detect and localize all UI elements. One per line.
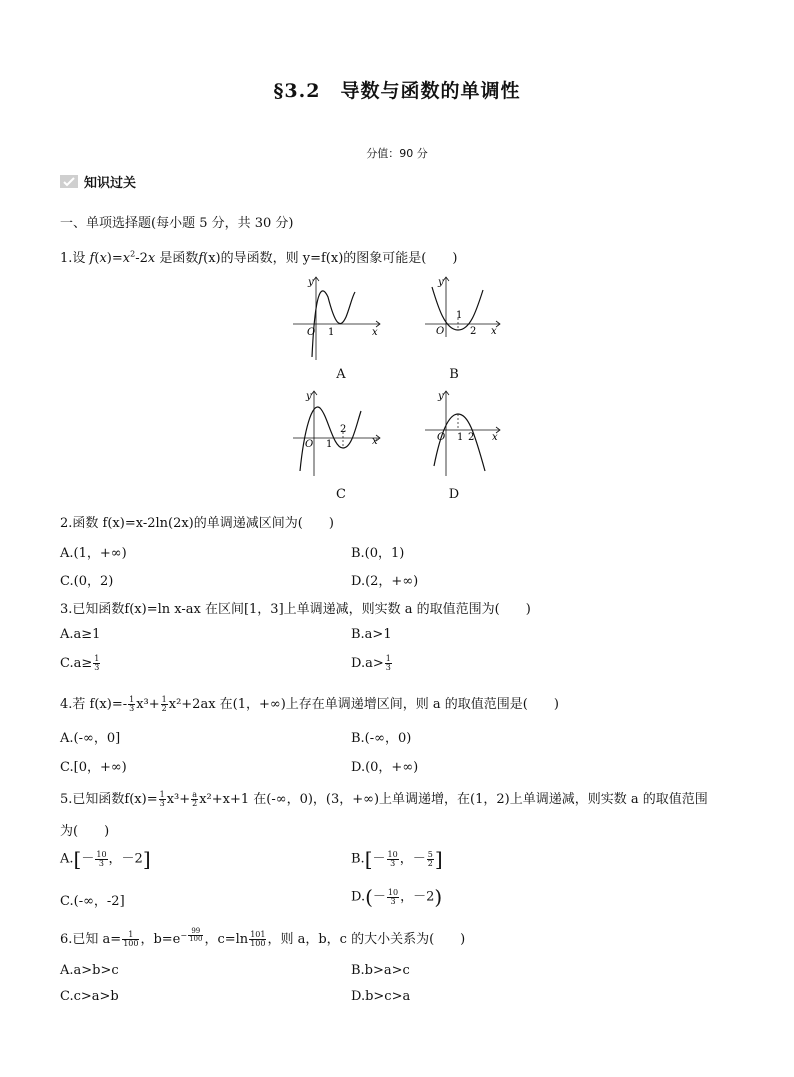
q5-option-d: D.(－ $\frac{10}{3}$ ，－2)	[351, 885, 443, 909]
question-1: 1.设 $f(x)=x^2-2x$ 是函数f(x)的导函数，则 y=f(x)的图象可能是( )	[60, 249, 458, 266]
score-text: 分值：90 分	[366, 147, 428, 160]
q6-option-d: D.b>c>a	[351, 989, 411, 1004]
q4-option-b: B.(-∞，0)	[351, 731, 412, 746]
svg-text:1: 1	[457, 432, 464, 443]
svg-text:y: y	[438, 391, 444, 402]
part-heading: 一、单项选择题(每小题 5 分，共 30 分)	[60, 216, 294, 231]
svg-text:O: O	[436, 326, 445, 337]
svg-text:O: O	[305, 439, 314, 450]
graph-c	[288, 386, 388, 481]
section-header	[60, 172, 136, 191]
q4-option-a: A.(-∞，0]	[60, 731, 121, 746]
question-3: 3.已知函数f(x)=ln x-ax 在区间[1，3]上单调递减，则实数 a 的取值范围为( )	[60, 602, 531, 617]
graph-c-label: C	[336, 487, 346, 502]
graph-b-label: B	[449, 367, 459, 382]
section-title: 知识过关	[84, 176, 137, 191]
graph-d	[420, 386, 510, 481]
svg-text:x: x	[372, 436, 378, 447]
svg-text:x: x	[492, 432, 498, 443]
q3-option-c: C.a≥ $\frac{1}{3}$	[60, 654, 100, 672]
svg-text:y: y	[308, 277, 314, 288]
svg-text:x: x	[491, 326, 497, 337]
q3-option-a: A.a≥1	[60, 627, 101, 642]
graph-a-label: A	[336, 367, 346, 382]
q6-option-a: A.a>b>c	[60, 963, 119, 978]
svg-text:O: O	[437, 432, 446, 443]
svg-text:2: 2	[470, 326, 477, 337]
svg-text:1: 1	[326, 439, 333, 450]
q2-option-a: A.(1，+∞)	[60, 546, 127, 561]
svg-text:y: y	[438, 277, 444, 288]
question-5-cont: 为( )	[60, 824, 110, 839]
section-flag-icon	[60, 175, 78, 188]
question-6: 6.已知 a= $\frac{1}{100}$ ，$b=e^{- \frac{99}{100}}$ ，c=ln $\frac{101}{100}$ ，则 a，b，c 的大小关系为( )	[60, 927, 466, 948]
graph-d-label: D	[448, 487, 460, 502]
q6-option-c: C.c>a>b	[60, 989, 119, 1004]
svg-text:1: 1	[328, 327, 335, 338]
q4-option-c: C.[0，+∞)	[60, 760, 127, 775]
q5-option-a: A.[－ $\frac{10}{3}$ ，－2]	[60, 847, 151, 871]
q2-option-c: C.(0，2)	[60, 574, 114, 589]
q3-option-d: D.a> $\frac{1}{3}$	[351, 654, 391, 672]
svg-text:2: 2	[340, 424, 347, 435]
svg-text:x: x	[372, 327, 378, 338]
q4-option-d: D.(0，+∞)	[351, 760, 419, 775]
question-4: 4.若 f(x)=- $\frac{1}{3}$ x³+ $\frac{1}{2}$ x²+2ax 在(1，+∞)上存在单调递增区间，则 a 的取值范围是( )	[60, 695, 559, 713]
svg-text:O: O	[307, 327, 316, 338]
q6-option-b: B.b>a>c	[351, 963, 410, 978]
q2-option-d: D.(2，+∞)	[351, 574, 419, 589]
svg-text:1: 1	[456, 310, 463, 321]
page-title: §3.2 导数与函数的单调性	[273, 80, 521, 102]
question-5: 5.已知函数f(x)= $\frac{1}{3}$ x³+ $\frac{a}{2}$ x²+x+1 在(-∞，0)，(3，+∞)上单调递增，在(1，2)上单调递减，则实数 a 的取值范围	[60, 790, 708, 808]
q3-option-b: B.a>1	[351, 627, 392, 642]
question-2: 2.函数 f(x)=x-2ln(2x)的单调递减区间为( )	[60, 516, 334, 531]
svg-text:y: y	[306, 391, 312, 402]
q5-option-c: C.(-∞，-2]	[60, 894, 125, 909]
q5-option-b: B.[－ $\frac{10}{3}$ ，－ $\frac{5}{2}$ ]	[351, 847, 443, 871]
svg-text:2: 2	[468, 432, 475, 443]
graph-b	[420, 272, 510, 362]
q2-option-b: B.(0，1)	[351, 546, 405, 561]
graph-a	[288, 272, 388, 362]
